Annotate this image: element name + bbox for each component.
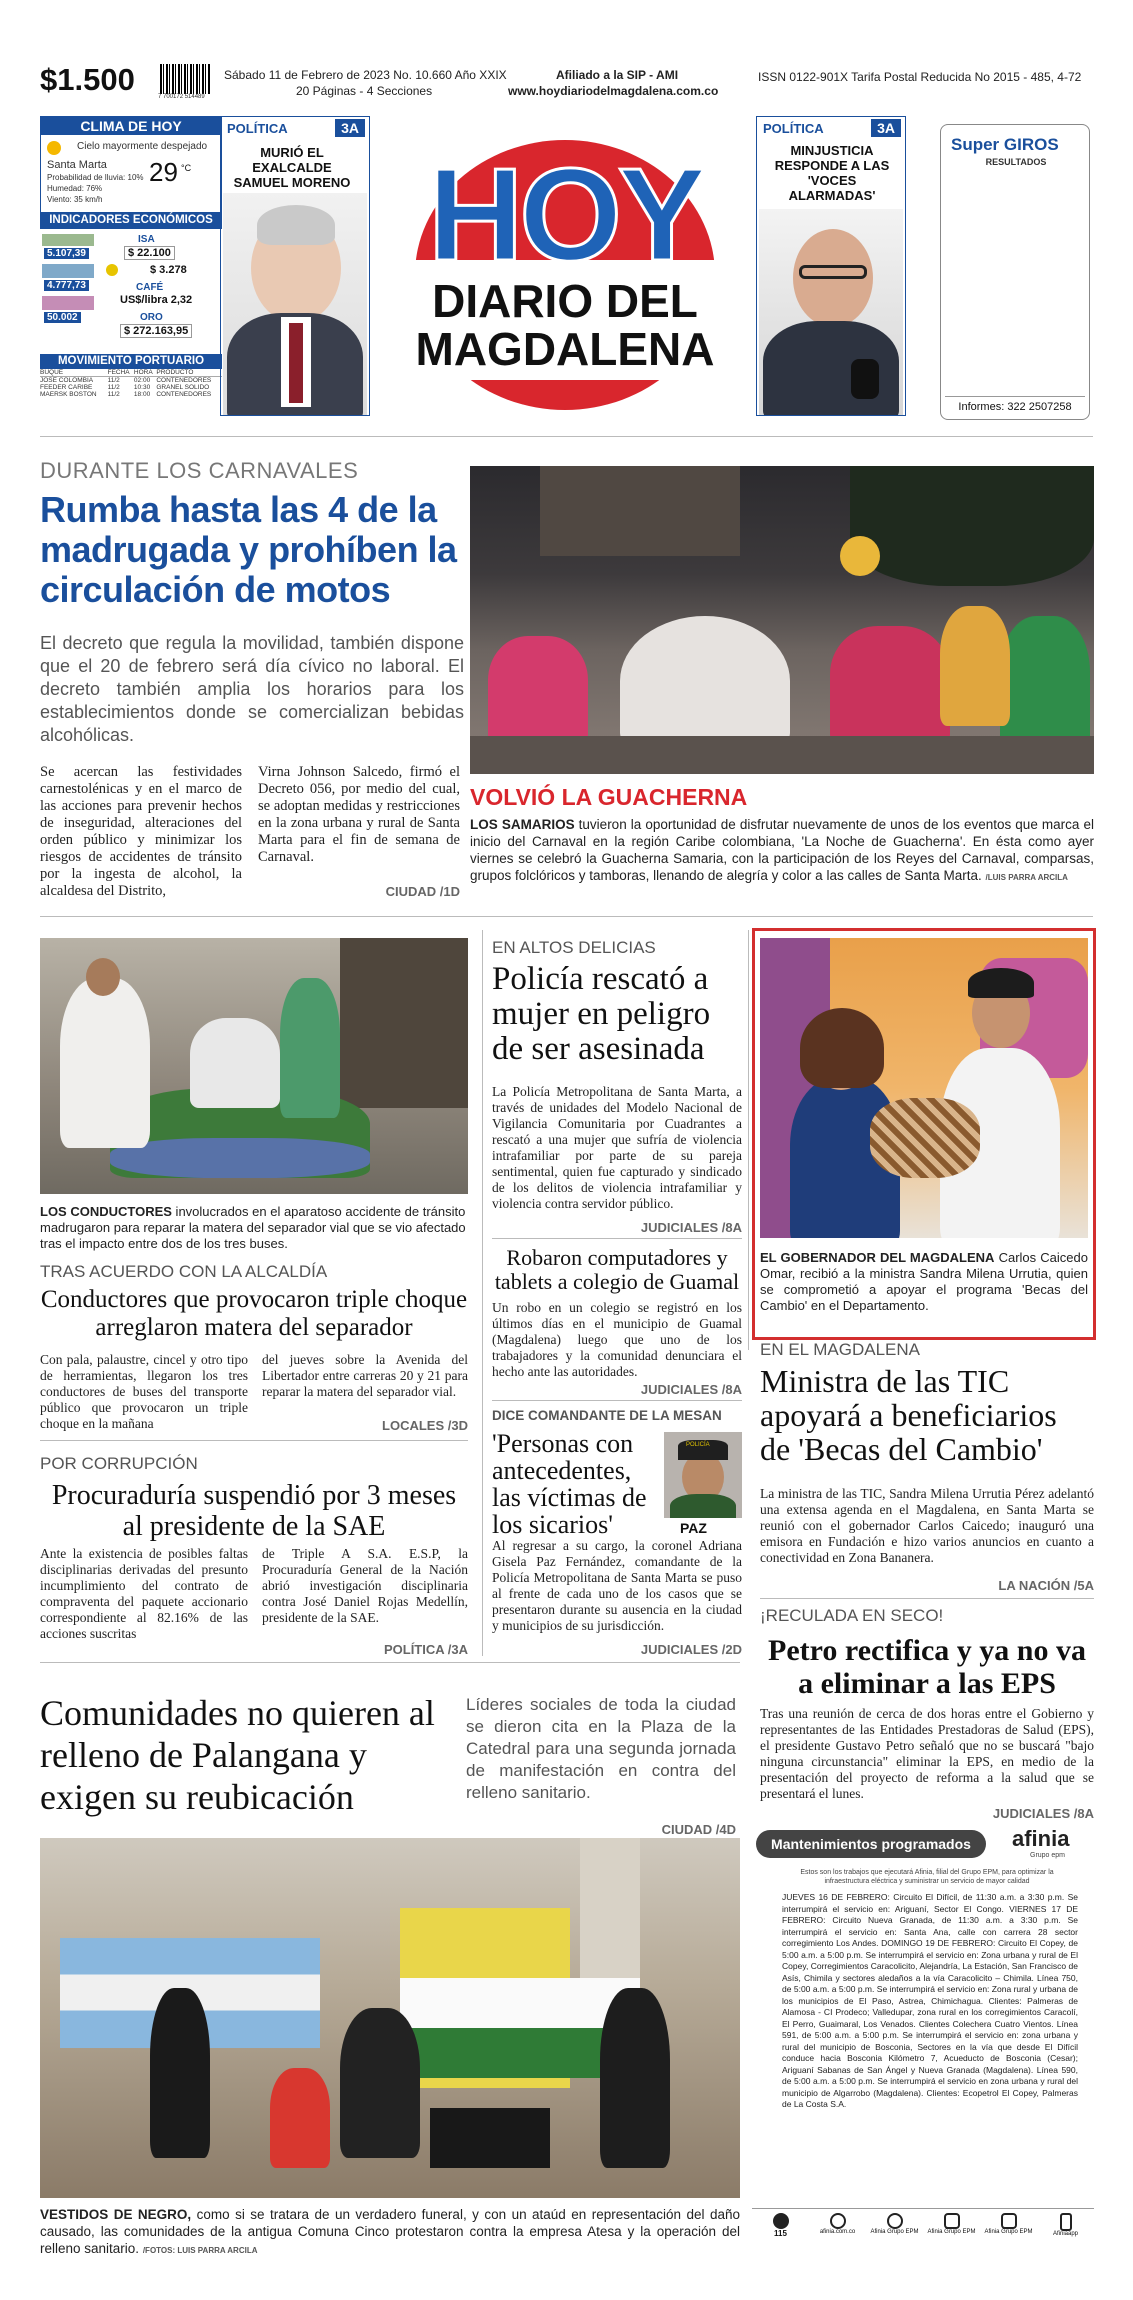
policia-kicker: EN ALTOS DELICIAS (492, 938, 656, 957)
gobernador-caption-lead: EL GOBERNADOR DEL MAGDALENA (760, 1250, 995, 1265)
conductores-caption-text: involucrados en el aparatoso accidente de tránsito madrugaron para reparar la matera del separador vial que se vio afectado tras el impacto entre dos de los tres buses. (40, 1204, 466, 1251)
procuraduria-col1: Ante la existencia de posibles faltas disciplinarias derivadas del presunto incumplimiento del contrato de compraventa del paquete accionario correspondiente al 82.16% de las acciones suscritas (40, 1546, 248, 1641)
street (470, 736, 1094, 774)
samuel-moreno-photo (223, 193, 367, 415)
afinia-title: Mantenimientos programados (756, 1830, 986, 1858)
heart-icon (887, 2213, 903, 2229)
supergiros-subtitle: RESULTADOS (985, 157, 1047, 167)
promo-right-headline: MINJUSTICIA RESPONDE A LAS 'VOCES ALARMADAS' (774, 143, 890, 203)
conductores-headline[interactable]: Conductores que provocaron triple choque arreglaron matera del separador (40, 1286, 468, 1341)
promo-right-page: 3A (871, 119, 901, 137)
divider (40, 436, 1093, 437)
divider (40, 1662, 740, 1663)
lead-kicker: DURANTE LOS CARNAVALES (40, 458, 359, 483)
port-table (40, 369, 222, 398)
afinia-ad[interactable] (752, 1824, 1094, 2254)
conductores-kicker: TRAS ACUERDO CON LA ALCALDÍA (40, 1262, 328, 1281)
sicarios-section-tag[interactable]: JUDICIALES /2D (640, 1642, 742, 1657)
sicarios-text: Al regresar a su cargo, la coronel Adriana Gisela Paz Fernández, comandante de la Policía Metropolitana de Santa Marta se puso al frente de cada uno de los casos que se presentaron durante su ausencia en la ciudad y municipios de su jurisdicción. (492, 1538, 742, 1633)
dollar-value: 5.107,39 (44, 248, 89, 259)
promo-left-section: POLÍTICA (227, 121, 288, 136)
protester (270, 2068, 330, 2168)
palangana-headline[interactable]: Comunidades no quieren al relleno de Palangana y exigen su reubicación (40, 1693, 435, 1817)
indicators-box (40, 212, 222, 352)
afinia-footer-label: 115 (774, 2229, 787, 2238)
palangana-caption-lead: VESTIDOS DE NEGRO, (40, 2207, 192, 2222)
conductores-photo (40, 938, 468, 1194)
divider (492, 1400, 742, 1401)
website[interactable]: www.hoydiariodelmagdalena.com.co (508, 84, 719, 98)
lead-deck: El decreto que regula la movilidad, también dispone que el 20 de febrero será día cívico no laboral. El decreto también amplia los horarios para los establecimientos donde se comercializan bebidas alcohólicas. (40, 633, 464, 745)
tree (340, 938, 468, 1108)
minjusticia-photo (759, 209, 903, 415)
port-box (40, 354, 222, 422)
masthead-logo[interactable] (385, 140, 745, 412)
port-cell: 11/2 (107, 391, 120, 398)
oro-value: $ 272.163,95 (120, 324, 192, 338)
phone-icon (773, 2213, 789, 2229)
ecopetrol-icon (106, 264, 118, 276)
supergiros-box[interactable] (940, 124, 1090, 420)
afinia-footer-item[interactable] (1040, 2213, 1092, 2237)
logo-hoy: HOY (427, 141, 703, 288)
man-hair (968, 968, 1034, 998)
port-col-header: FECHA (108, 369, 134, 377)
guacherna-text: tuvieron la oportunidad de disfrutar nuevamente de unos de los eventos que marca el inicio del Carnaval en la región Caribe colombiana, 'La Noche de Guacherna'. En ésta como ayer viernes se celebró la Guacherna Samaria, con la participación de los Reyes del Carnaval, comparsas, grupos folclóricos y tamboras, llenando de alegría y color a las calles de Santa Marta. (470, 817, 1094, 883)
port-col-header: HORA (134, 369, 156, 377)
gobernador-photo (760, 938, 1088, 1238)
dancer-skirt (830, 626, 950, 746)
sicarios-headline[interactable]: 'Personas con antecedentes, las víctimas de los sicarios' (492, 1429, 647, 1539)
cafe-label: CAFÉ (136, 282, 164, 293)
supergiros-phone: Informes: 322 2507258 (945, 396, 1085, 413)
sicarios-photo-label: PAZ (680, 1520, 707, 1536)
petro-text: Tras una reunión de cerca de dos horas entre el Gobierno y representantes de las Entidades Prestadoras de Salud (EPS), el presidente Gustavo Petro señaló que no se buscará "bajo ninguna circunstancia" eliminar la EPS, en medio de la presentación del proyecto de reforma a la salud que se presentará el lunes. (760, 1706, 1094, 1801)
conductores-col2: del jueves sobre la Avenida del Libertador entre carreras 20 y 21 para reparar la matera del separador vial. (262, 1352, 468, 1399)
portrait-glasses (799, 265, 867, 279)
weather-unit: °C (181, 163, 192, 173)
issn: ISSN 0122-901X Tarifa Postal Reducida No 2015 - 485, 4-72 (758, 70, 1082, 84)
app-icon (1060, 2213, 1072, 2231)
protester (600, 1988, 670, 2168)
weather-rain: Probabilidad de lluvia: 10% (47, 173, 144, 182)
petro-headline[interactable]: Petro rectifica y ya no va a eliminar a las EPS (768, 1634, 1086, 1700)
port-cell: CONTENEDORES (156, 377, 212, 384)
price: $1.500 (40, 62, 135, 97)
afinia-brand-sub: Grupo epm (1030, 1852, 1066, 1859)
police-badge: POLICÍA (686, 1442, 710, 1448)
robaron-headline[interactable]: Robaron computadores y tablets a colegio de Guamal (494, 1245, 740, 1294)
afinia-brand: afinia (1012, 1826, 1070, 1851)
affiliation: Afiliado a la SIP - AMI (556, 68, 679, 82)
dancer-skirt (488, 636, 588, 746)
lead-col1: Se acercan las festividades carnestolénicas y en el marco de las acciones para prevenir hechos de inseguridad, alteraciones del orden público y minimizar los riesgos de accidentes de tránsito por la ingesta de alcohol, la alcaldesa del Distrito, (40, 764, 242, 899)
bolivar-bill-icon (42, 296, 94, 310)
palangana-caption (40, 2206, 740, 2259)
policia-headline[interactable]: Policía rescató a mujer en peligro de ser asesinada (492, 961, 711, 1067)
worker (280, 978, 340, 1118)
cafe-value: US$/libra 2,32 (120, 294, 193, 306)
policia-section-tag[interactable]: JUDICIALES /8A (640, 1220, 742, 1235)
policia-text: La Policía Metropolitana de Santa Marta, a través de unidades del Modelo Nacional de Vigilancia Comunitaria por Cuadrantes a rescató a una mujer que sufría de violencia intrafamiliar por parte de su pareja sentimental, quien fue capturado y sindicado de los delitos de violencia intrafamiliar y violencia contra servidor público. (492, 1084, 742, 1211)
divider (40, 916, 1093, 917)
ministra-kicker: EN EL MAGDALENA (760, 1340, 920, 1359)
afinia-footer-item[interactable] (983, 2213, 1035, 2235)
port-col-header: PRODUCTO (156, 369, 222, 377)
protester (340, 2008, 420, 2158)
procuraduria-col2: de Triple A S.A. E.S.P, la Procuraduría General de la Nación abrió investigación disciplinaria contra José Daniel Rojas Medellín, presidente de la SAE. (262, 1546, 468, 1625)
ministra-section-tag[interactable]: LA NACIÓN /5A (998, 1578, 1094, 1593)
guacherna-lead-in: LOS SAMARIOS (470, 817, 575, 832)
palangana-deck: Líderes sociales de toda la ciudad se dieron cita en la Plaza de la Catedral para una segunda jornada de manifestación en contra del relleno sanitario. (466, 1695, 736, 1802)
weather-humidity: Humedad: 76% (47, 184, 103, 193)
port-cell: 02:00 (133, 377, 151, 384)
petro-kicker: ¡RECULADA EN SECO! (760, 1606, 944, 1625)
lead-headline[interactable]: Rumba hasta las 4 de la madrugada y prohíben la circulación de motos (40, 489, 457, 610)
planter-rim (110, 1138, 370, 1178)
sections-line: 20 Páginas - 4 Secciones (296, 84, 433, 98)
ministra-headline[interactable]: Ministra de las TIC apoyará a beneficiarios de 'Becas del Cambio' (760, 1363, 1057, 1467)
weather-city: Santa Marta (47, 159, 107, 171)
logo-line2: MAGDALENA (415, 323, 715, 375)
promo-left-page: 3A (335, 119, 365, 137)
conductores-section-tag[interactable]: LOCALES /3D (382, 1418, 468, 1433)
port-cell: FEEDER CARIBE (40, 384, 93, 391)
divider (760, 1598, 1094, 1599)
euro-value: 4.777,73 (44, 280, 89, 291)
promo-right[interactable] (756, 116, 906, 416)
port-cell: CONTENEDORES (156, 391, 212, 398)
bolivar-value: 50.002 (44, 312, 81, 323)
building (540, 466, 740, 556)
instagram-icon (944, 2213, 960, 2229)
port-cell: 11/2 (107, 377, 120, 384)
dollar-bill-icon (42, 234, 94, 246)
palangana-section-tag[interactable]: CIUDAD /4D (661, 1822, 736, 1837)
lead-col2: Virna Johnson Salcedo, firmó el Decreto 056, por medio del cual, se adoptan medidas y restricciones en la zona urbana y rural de Santa Marta para el fin de semana de Carnaval. (258, 764, 460, 865)
port-cell: 11/2 (107, 384, 120, 391)
weather-title: CLIMA DE HOY (41, 117, 221, 135)
procuraduria-kicker: POR CORRUPCIÓN (40, 1454, 198, 1473)
worker (190, 1018, 280, 1108)
guacherna-photo (470, 466, 1094, 774)
lead-section-tag[interactable]: CIUDAD /1D (385, 884, 460, 899)
robaron-section-tag[interactable]: JUDICIALES /8A (640, 1382, 742, 1397)
protester (150, 1988, 210, 2158)
port-cell: GRANEL SOLIDO (156, 384, 210, 391)
euro-bill-icon (42, 264, 94, 278)
palangana-protest-photo (40, 1838, 740, 2198)
palangana-caption-text: como si se tratara de un verdadero funeral, y con un ataúd en representación del daño causado, las comunidades de la antigua Comuna Cinco protestaron contra la empresa Atesa y la operación del relleno sanitario. (40, 2207, 740, 2256)
afinia-intro: Estos son los trabajos que ejecutará Afinia, filial del Grupo EPM, para optimizar la infraestructura eléctrica y suministrar un servicio de mayor calidad (800, 1869, 1054, 1885)
woman-hair (800, 1008, 884, 1088)
afinia-footer-item[interactable] (812, 2213, 864, 2235)
guacherna-text-block (470, 816, 1094, 886)
promo-left-headline: MURIÓ EL EXALCALDE SAMUEL MORENO (233, 145, 351, 190)
afinia-footer-label: Afinia Grupo EPM (870, 2229, 919, 2235)
conductores-col1: Con pala, palaustre, cincel y otro tipo de herramientas, llegaron los tres conductores de buses del transporte público que provocaron un triple choque en la mañana (40, 1352, 248, 1431)
weather-box (40, 116, 222, 224)
worker (60, 978, 150, 1148)
portrait-tie (289, 323, 303, 403)
indicators-title: INDICADORES ECONÓMICOS (40, 212, 222, 229)
isa-value: $ 22.100 (124, 246, 175, 260)
procuraduria-section-tag[interactable]: POLÍTICA /3A (383, 1642, 468, 1657)
gobernador-caption (760, 1250, 1088, 1314)
port-title: MOVIMIENTO PORTUARIO (40, 354, 222, 369)
weather-condition: Cielo mayormente despejado (77, 141, 208, 152)
dancer-skirt (620, 616, 790, 746)
sun-icon (47, 141, 61, 155)
port-cell: 10:30 (133, 384, 151, 391)
dancer-skirt (1000, 616, 1090, 756)
ministra-text: La ministra de las TIC, Sandra Milena Urrutia Pérez adelantó una extensa agenda en el Magdalena, en Santa Marta se reunió con el gobernador Carlos Caicedo; inauguró una emisora en Fundación e hizo varios anuncios en cuanto a conectividad en Zona Bananera. (760, 1486, 1094, 1565)
afinia-footer-label: Afinia Grupo EPM (927, 2229, 976, 2235)
afinia-footer-label: Afiniaapp (1052, 2231, 1079, 2237)
logo-line1: DIARIO DEL (432, 275, 698, 327)
table-row (40, 377, 222, 385)
weather-wind: Viento: 35 km/h (47, 195, 103, 204)
supergiros-brand: Super GIROS (951, 135, 1059, 154)
facebook-icon (1001, 2213, 1017, 2229)
palangana-credit: /FOTOS: LUIS PARRA ARCILA (142, 2246, 258, 2255)
afinia-footer (752, 2208, 1094, 2252)
table-row (40, 391, 222, 398)
afinia-footer-item[interactable] (755, 2213, 807, 2238)
dancer-skirt (940, 606, 1010, 726)
port-cell: 18:00 (133, 391, 151, 398)
barcode-number: 7 700172 514489 (158, 94, 205, 100)
web-icon (830, 2213, 846, 2229)
trees (850, 466, 1094, 586)
promo-right-section: POLÍTICA (763, 121, 824, 136)
column-divider (748, 930, 749, 1350)
coronel-paz-photo (664, 1432, 742, 1518)
guacherna-headline[interactable]: VOLVIÓ LA GUACHERNA (470, 784, 748, 810)
port-header-row (40, 369, 222, 377)
promo-left[interactable] (220, 116, 370, 416)
date-line: Sábado 11 de Febrero de 2023 No. 10.660 Año XXIX (224, 68, 507, 82)
oro-label: ORO (140, 312, 163, 323)
sicarios-kicker: DICE COMANDANTE DE LA MESAN (492, 1408, 722, 1423)
afinia-footer-label: afinia.com.co (819, 2229, 856, 2235)
port-cell: JOSE COLOMBIA (40, 377, 94, 384)
column-divider (482, 930, 483, 1656)
coffin (430, 2108, 550, 2168)
afinia-footer-label: Afinia Grupo EPM (984, 2229, 1033, 2235)
uniform (670, 1494, 736, 1518)
afinia-footer-item[interactable] (869, 2213, 921, 2235)
isa-label: ISA (138, 234, 155, 245)
procuraduria-headline[interactable]: Procuraduría suspendió por 3 meses al presidente de la SAE (51, 1480, 457, 1542)
table-row (40, 384, 222, 391)
microphone (851, 359, 879, 399)
dancer-hat (840, 536, 880, 576)
weather-temperature: 29 (149, 157, 178, 187)
petro-section-tag[interactable]: JUDICIALES /8A (992, 1806, 1094, 1821)
afinia-footer-item[interactable] (926, 2213, 978, 2235)
afinia-schedule: JUEVES 16 DE FEBRERO: Circuito El Difícil, de 11:30 a.m. a 3:30 p.m. Se interrumpirá el servicio en: Ariguaní, Sector El Congo. VIERNES 17 DE FEBRERO: Circuito Nueva Granada, de 11:30 a.m. a 3:30 p.m. Se interrumpirá el servicio en: Santa Ana, calle con carrera 28 sector corregimiento Los Andes. DOMINGO 19 DE FEBRERO: Circuito El Copey, de 5:00 a.m. a 5:00 p.m. Se interrumpirá el servicio en: Zona urbana y rural de El Copey, Corregimientos Caracolicito, Alejandría, La Estación, San Francisco de Asís, Chimila y sectores aledaños a la vía Caracolicito – Chimila. Línea 750, de 5:00 a.m. a 5:00 p.m. Se interrumpirá el servicio en: Zona rural y urbana de los municipios de El Paso, Astrea, Chimichagua. Clientes: Palmeras de Alamosa - CI Prodeco; Valledupar, zona rural en los corregimientos Caracolí, El Perro, Guaimaral, Los Venados. Clientes Colechera Cuatro Vientos. Línea 591, de 5:00 a.m. a 5:00 p.m. Se interrumpirá el servicio en: zona urbana y rural del municipio de Bosconia, Sectores en la vía que desde El Difícil conduce hacia Bosconia Kilómetro 7, Acueducto de Bosconia (Cesar); Ariguaní Sabanas de San Ángel y Nueva Granada (Magdalena). Línea 590, de 5:00 a.m. a 5:00 p.m. Se interrumpirá el servicio en zona urbana y rural del municipio de Algarrobo (Magdalena). Clientes: Ecopetrol El Copey, Palmeras de La Costa S.A. (782, 1892, 1078, 2109)
barcode (160, 64, 210, 94)
conductores-caption (40, 1204, 468, 1252)
divider (40, 1440, 468, 1441)
portrait-hair (257, 205, 335, 245)
port-col-header: BUQUE (40, 369, 108, 377)
conductores-caption-lead: LOS CONDUCTORES (40, 1204, 172, 1219)
robaron-text: Un robo en un colegio se registró en los últimos días en el municipio de Guamal (Magdalena) luego que uno de los trabajadores y la comunidad denunciara el hecho ante las autoridades. (492, 1300, 742, 1379)
guacherna-credit: /LUIS PARRA ARCILA (985, 873, 1068, 882)
worker-head (86, 958, 120, 996)
gobernador-caption-text: Carlos Caicedo Omar, recibió a la ministra Sandra Milena Urrutia, quien se comprometió a apoyar el programa 'Becas del Cambio' en el Departamento. (760, 1250, 1088, 1313)
ecopetrol-value: $ 3.278 (150, 264, 187, 276)
mochila-bag (870, 1098, 980, 1178)
port-cell: MAERSK BOSTON (40, 391, 97, 398)
divider (492, 1238, 742, 1239)
